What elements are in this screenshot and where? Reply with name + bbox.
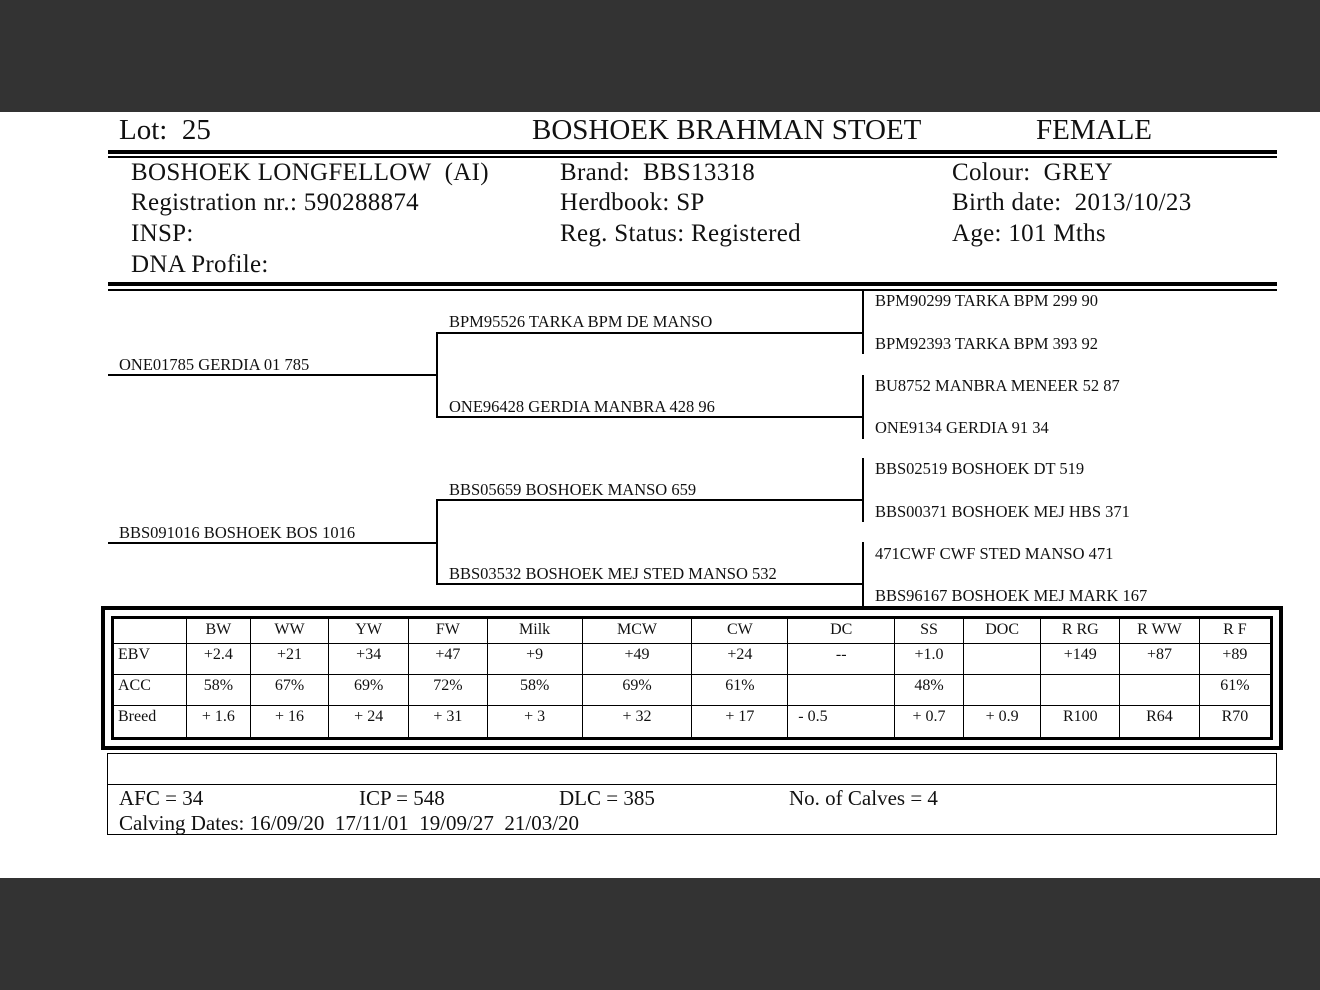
lot-number: 25	[181, 114, 211, 146]
gg-bracket-4	[862, 542, 864, 606]
col-header: SS	[895, 619, 964, 644]
table-cell: +24	[692, 644, 788, 675]
dlc-value: DLC = 385	[559, 786, 655, 810]
table-cell: +49	[582, 644, 692, 675]
table-cell: + 3	[487, 706, 582, 738]
gg-bracket-2	[862, 375, 864, 439]
afc-value: AFC = 34	[119, 786, 204, 810]
page-title: BOSHOEK BRAHMAN STOET	[532, 114, 922, 146]
table-cell: +2.4	[187, 644, 251, 675]
lot-label: Lot: 25	[119, 114, 211, 146]
reg-status-field: Reg. Status: Registered	[560, 220, 801, 247]
table-cell: + 1.6	[187, 706, 251, 738]
info-rule-thick	[108, 282, 1277, 286]
gg-name-7: 471CWF CWF STED MANSO 471	[875, 544, 1114, 563]
table-cell: 67%	[250, 675, 329, 706]
colour-field: Colour: GREY	[952, 159, 1113, 186]
col-header: FW	[409, 619, 488, 644]
table-row	[114, 675, 1270, 706]
sire-sire-line	[436, 332, 863, 334]
ebv-table	[114, 619, 1270, 737]
gg-name-1: BPM90299 TARKA BPM 299 90	[875, 291, 1099, 310]
col-header: BW	[187, 619, 251, 644]
gg-name-6: BBS00371 BOSHOEK MEJ HBS 371	[875, 502, 1130, 521]
col-header: WW	[250, 619, 329, 644]
table-row	[114, 706, 1270, 738]
gg-name-2: BPM92393 TARKA BPM 393 92	[875, 334, 1099, 353]
sire-bracket	[436, 333, 438, 417]
icp-value: ICP = 548	[359, 786, 445, 810]
table-cell: 58%	[187, 675, 251, 706]
footer-divider	[108, 784, 1276, 785]
pedigree-page	[0, 112, 1320, 878]
table-cell: +34	[329, 644, 409, 675]
birth-date-field: Birth date: 2013/10/23	[952, 189, 1192, 216]
col-header: YW	[329, 619, 409, 644]
gg-bracket-3	[862, 458, 864, 522]
gg-name-3: BU8752 MANBRA MENEER 52 87	[875, 376, 1120, 395]
gg-name-5: BBS02519 BOSHOEK DT 519	[875, 459, 1085, 478]
dam-name: BBS091016 BOSHOEK BOS 1016	[119, 523, 356, 542]
table-cell: + 24	[329, 706, 409, 738]
table-cell: + 0.9	[963, 706, 1041, 738]
col-header: R WW	[1120, 619, 1200, 644]
header-rule-thin	[108, 156, 1277, 158]
row-label: Breed	[114, 706, 187, 738]
table-cell: +1.0	[895, 644, 964, 675]
insp-field: INSP:	[131, 220, 194, 247]
table-cell	[963, 675, 1041, 706]
table-cell: +149	[1041, 644, 1120, 675]
calving-dates: Calving Dates: 16/09/20 17/11/01 19/09/27 21/03/20	[119, 811, 580, 835]
table-cell: R70	[1199, 706, 1270, 738]
col-header: R RG	[1041, 619, 1120, 644]
table-cell: +89	[1199, 644, 1270, 675]
table-cell: + 16	[250, 706, 329, 738]
table-cell: + 32	[582, 706, 692, 738]
table-cell	[963, 644, 1041, 675]
table-row	[114, 644, 1270, 675]
col-header: R F	[1199, 619, 1270, 644]
herdbook-field: Herdbook: SP	[560, 189, 705, 216]
dam-sire-name: BBS05659 BOSHOEK MANSO 659	[449, 480, 697, 499]
dam-dam-line	[436, 583, 863, 585]
col-header: CW	[692, 619, 788, 644]
col-header: Milk	[487, 619, 582, 644]
table-cell: 61%	[692, 675, 788, 706]
col-header: MCW	[582, 619, 692, 644]
age-field: Age: 101 Mths	[952, 220, 1106, 247]
table-cell: 58%	[487, 675, 582, 706]
registration-number: Registration nr.: 590288874	[131, 189, 419, 216]
col-header: DC	[788, 619, 895, 644]
table-cell: 69%	[582, 675, 692, 706]
dam-line	[108, 542, 437, 544]
dam-dam-name: BBS03532 BOSHOEK MEJ STED MANSO 532	[449, 564, 777, 583]
table-cell: + 17	[692, 706, 788, 738]
table-cell	[1120, 675, 1200, 706]
table-cell: --	[788, 644, 895, 675]
sire-dam-line	[436, 416, 863, 418]
dam-sire-line	[436, 499, 863, 501]
row-label: ACC	[114, 675, 187, 706]
table-cell: 72%	[409, 675, 488, 706]
col-header: DOC	[963, 619, 1041, 644]
header-rule-thick	[108, 150, 1277, 154]
row-label: EBV	[114, 644, 187, 675]
table-cell: + 31	[409, 706, 488, 738]
dna-profile: DNA Profile:	[131, 251, 269, 278]
gg-bracket-1	[862, 290, 864, 354]
animal-name: BOSHOEK LONGFELLOW (AI)	[131, 159, 489, 186]
table-cell: 69%	[329, 675, 409, 706]
table-cell: +87	[1120, 644, 1200, 675]
ebv-corner-cell	[114, 619, 187, 644]
table-cell: 48%	[895, 675, 964, 706]
gg-name-4: ONE9134 GERDIA 91 34	[875, 418, 1049, 437]
sire-line	[108, 374, 437, 376]
sire-dam-name: ONE96428 GERDIA MANBRA 428 96	[449, 397, 715, 416]
ebv-header-row	[114, 619, 1270, 644]
dam-bracket	[436, 500, 438, 584]
table-cell: +47	[409, 644, 488, 675]
table-cell: 61%	[1199, 675, 1270, 706]
gg-name-8: BBS96167 BOSHOEK MEJ MARK 167	[875, 586, 1148, 605]
brand-field: Brand: BBS13318	[560, 159, 756, 186]
table-cell: R100	[1041, 706, 1120, 738]
table-cell: + 0.7	[895, 706, 964, 738]
sire-name: ONE01785 GERDIA 01 785	[119, 355, 310, 374]
table-cell: R64	[1120, 706, 1200, 738]
performance-footer	[107, 753, 1277, 835]
table-cell: +9	[487, 644, 582, 675]
table-cell: +21	[250, 644, 329, 675]
sire-sire-name: BPM95526 TARKA BPM DE MANSO	[449, 312, 713, 331]
table-cell	[1041, 675, 1120, 706]
table-cell: - 0.5	[788, 706, 895, 738]
table-cell	[788, 675, 895, 706]
info-rule-thin	[108, 289, 1277, 291]
calves-count: No. of Calves = 4	[789, 786, 938, 810]
sex-label: FEMALE	[1036, 114, 1152, 146]
ebv-table-frame	[101, 606, 1283, 750]
